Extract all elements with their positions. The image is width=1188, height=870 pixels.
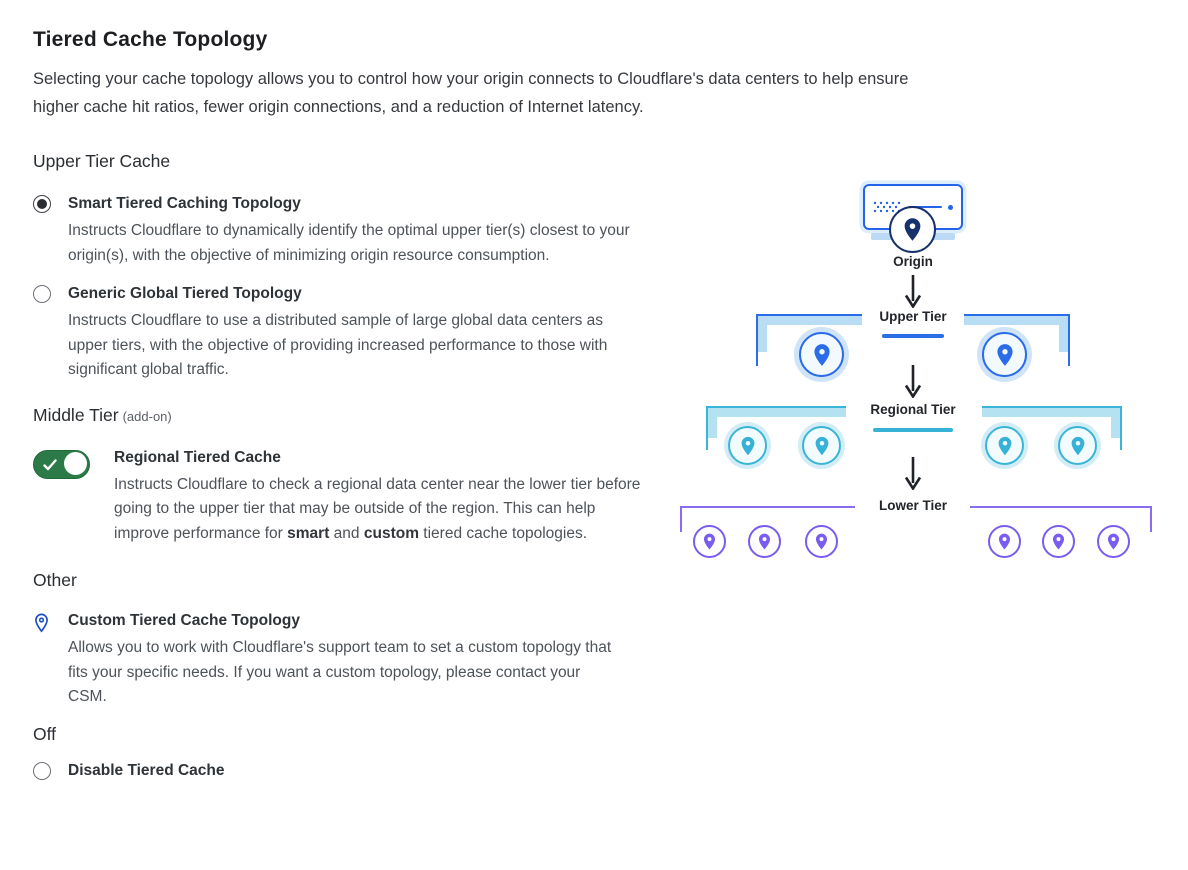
checkmark-icon — [43, 459, 57, 471]
generic-global-description: Instructs Cloudflare to use a distributed sample of large global data centers as upper tiers, with the objective of providing increased performance to those with significant global traffic. — [68, 312, 608, 378]
generic-global-radio[interactable] — [33, 285, 51, 303]
regional-desc-bold-custom: custom — [363, 524, 419, 542]
regional-tiered-title: Regional Tiered Cache — [114, 448, 281, 466]
location-pin-outline-icon — [33, 613, 51, 639]
page-title: Tiered Cache Topology — [33, 28, 268, 51]
regional-tier-pin-icon — [802, 426, 841, 465]
lower-tier-pin-icon — [805, 525, 838, 558]
upper-tier-cache-heading: Upper Tier Cache — [33, 151, 171, 171]
smart-tiered-radio[interactable] — [33, 195, 51, 213]
regional-tier-label: Regional Tier — [848, 402, 978, 417]
option-disable-tiered — [33, 761, 963, 781]
lower-tier-pin-icon — [988, 525, 1021, 558]
middle-tier-heading-text: Middle Tier — [33, 404, 119, 425]
regional-desc-part: Instructs Cloudflare to check a regional data center near the lower tier before going to the upper tier that may be outside of the region. This can help improve performance for — [114, 475, 641, 542]
custom-tiered-description: Allows you to work with Cloudflare's support team to set a custom topology that fits your specific needs. If you want a custom topology, please contact your CSM. — [68, 639, 612, 705]
origin-pin-icon — [889, 206, 936, 253]
regional-desc-part: tiered cache topologies. — [418, 524, 588, 542]
regional-desc-part: and — [329, 524, 364, 542]
off-heading: Off — [33, 723, 57, 744]
arrow-down-icon — [903, 456, 923, 490]
regional-tiered-description — [114, 473, 644, 547]
upper-tier-pin-icon — [799, 332, 844, 377]
lower-tier-pin-icon — [1097, 525, 1130, 558]
arrow-down-icon — [903, 364, 923, 398]
lower-tier-label: Lower Tier — [858, 498, 968, 513]
generic-global-title: Generic Global Tiered Topology — [68, 285, 302, 302]
disable-tiered-radio[interactable] — [33, 762, 51, 780]
option-custom-tiered — [33, 611, 963, 710]
regional-tier-pin-icon — [985, 426, 1024, 465]
regional-tiered-cache-toggle[interactable] — [33, 450, 90, 479]
upper-tier-underline — [882, 334, 944, 338]
middle-tier-addon-label: (add-on) — [122, 408, 172, 424]
toggle-knob — [64, 452, 87, 475]
page-description: Selecting your cache topology allows you to control how your origin connects to Cloudflare's data centers to help ensure higher cache hit ratios, fewer origin connections, and a reduction of Internet latency. — [33, 70, 909, 116]
lower-tier-pin-icon — [1042, 525, 1075, 558]
tiered-cache-topology-diagram — [670, 178, 1168, 578]
arrow-down-icon — [903, 274, 923, 308]
lower-tier-pin-icon — [748, 525, 781, 558]
other-heading: Other — [33, 570, 77, 590]
lower-tier-pin-icon — [693, 525, 726, 558]
disable-tiered-title: Disable Tiered Cache — [68, 761, 225, 779]
regional-tier-underline — [873, 428, 953, 432]
smart-tiered-description: Instructs Cloudflare to dynamically identify the optimal upper tier(s) closest to your origin(s), with the objective of minimizing origin resource consumption. — [68, 222, 630, 264]
regional-tier-pin-icon — [728, 426, 767, 465]
upper-tier-label: Upper Tier — [863, 309, 963, 324]
smart-tiered-title: Smart Tiered Caching Topology — [68, 195, 301, 212]
upper-tier-pin-icon — [982, 332, 1027, 377]
origin-label: Origin — [893, 254, 933, 269]
server-dot — [948, 205, 953, 210]
regional-tier-pin-icon — [1058, 426, 1097, 465]
custom-tiered-title: Custom Tiered Cache Topology — [68, 612, 300, 629]
regional-desc-bold-smart: smart — [287, 524, 330, 542]
